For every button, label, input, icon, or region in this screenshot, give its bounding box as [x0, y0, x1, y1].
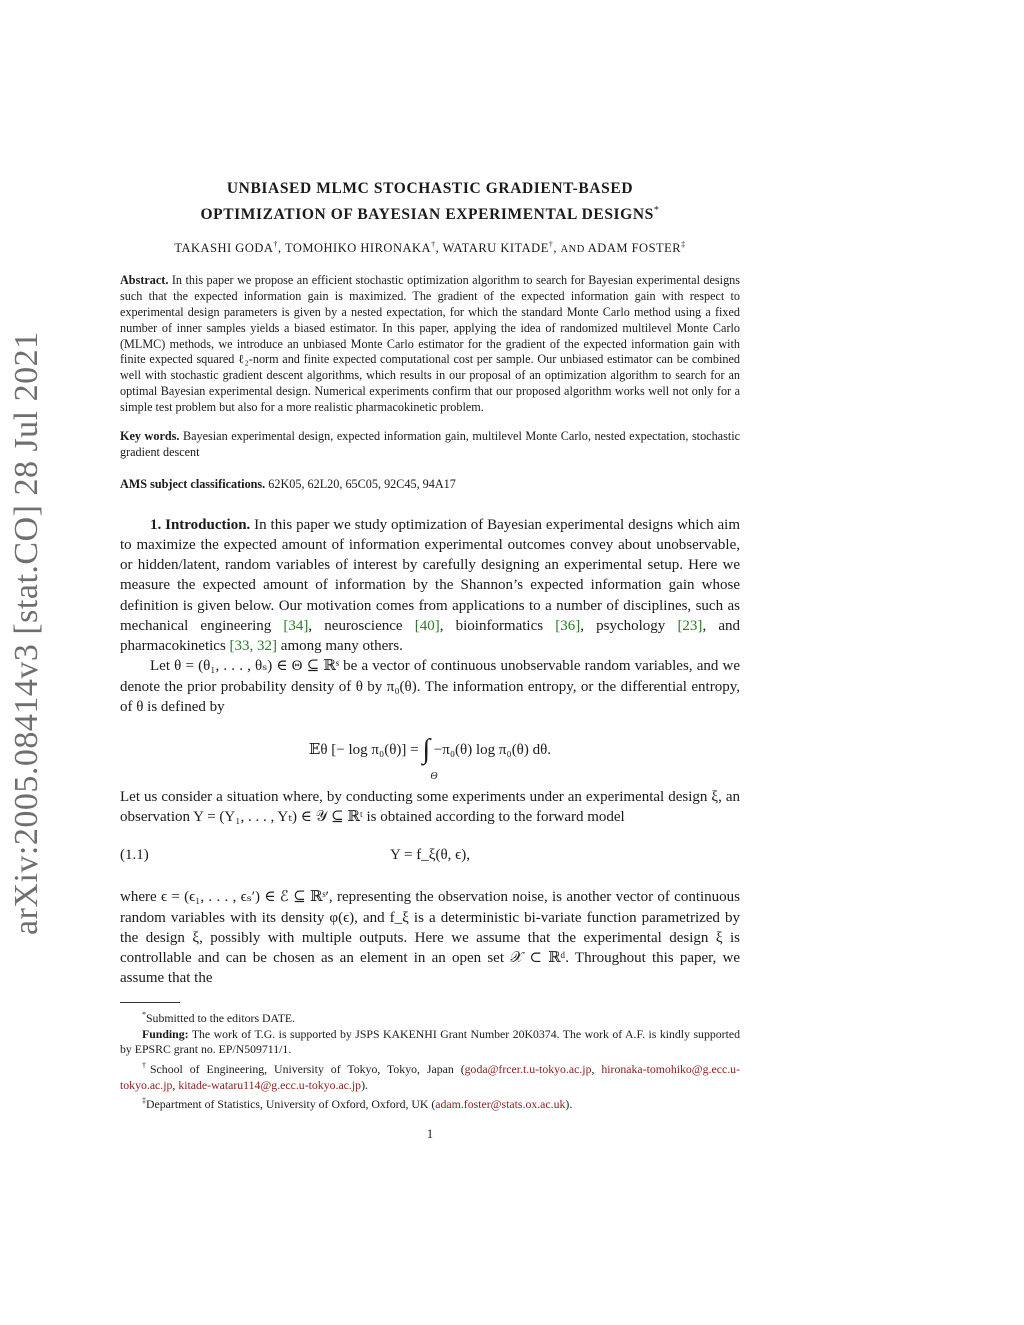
footnote-text: School of Engineering, University of Tokyo, Tokyo, Japan ( — [150, 1061, 465, 1076]
paper-title — [120, 178, 740, 226]
entropy-rhs: −π₀(θ) log π₀(θ) dθ. — [433, 741, 552, 758]
footnote-text: Department of Statistics, University of Oxford, Oxford, UK ( — [146, 1097, 436, 1112]
intro-paragraph-4: where ϵ = (ϵ₁, . . . , ϵₛ′) ∈ ℰ ⊆ ℝˢ′, representing the observation noise, is another vector of continuous random variables with its density φ(ϵ), and f_ξ is a deterministic bi-variate function parametrized by the design ξ, possibly with multiple outputs. Here we assume that the experimental design ξ is controllable and can be chosen as an element in an open set 𝒳 ⊂ ℝᵈ. Throughout this paper, we assume that the — [120, 889, 740, 987]
affil-mark: † — [273, 240, 278, 250]
separator: , — [591, 1061, 602, 1076]
ams-label: AMS subject classifications. — [120, 477, 266, 492]
separator: ). — [361, 1077, 368, 1092]
page-number: 1 — [426, 1126, 434, 1141]
keywords-text: Bayesian experimental design, expected information gain, multilevel Monte Carlo, nested expectation, stochastic gradient descent — [120, 429, 741, 460]
ams-text: 62K05, 62L20, 65C05, 92C45, 94A17 — [268, 477, 456, 492]
email-hironaka-link[interactable]: hironaka-tomohiko@g.ecc.u-tokyo.ac.jp — [120, 1061, 740, 1092]
email-kitade-link[interactable]: kitade-wataru114@g.ecc.u-tokyo.ac.jp — [178, 1077, 362, 1092]
forward-model-body: Y = f_ξ(θ, ϵ), — [390, 847, 470, 864]
footnote-text: Submitted to the editors DATE. — [146, 1011, 296, 1026]
keywords-label: Key words. — [120, 429, 180, 444]
author-kitade: WATARU KITADE — [442, 241, 549, 256]
citation-34[interactable]: [34] — [283, 617, 309, 634]
footnotes — [120, 1007, 740, 1112]
author-foster: ADAM FOSTER — [587, 241, 682, 256]
author-hironaka: TOMOHIKO HIRONAKA — [284, 241, 432, 256]
intro-text: among many others. — [280, 638, 403, 655]
entropy-equation — [120, 734, 740, 783]
integral-domain: Θ — [430, 771, 438, 783]
funding-text: The work of T.G. is supported by JSPS KAKENHI Grant Number 20K0374. The work of A.F. is kindly supported by EPSRC grant no. EP/N509711/1. — [120, 1026, 740, 1057]
affil-mark: † — [548, 240, 554, 250]
title-line-1: UNBIASED MLMC STOCHASTIC GRADIENT-BASED — [226, 180, 634, 197]
entropy-lhs: 𝔼θ [− log π₀(θ)] = — [308, 741, 419, 758]
abstract-text: In this paper we propose an efficient stochastic optimization algorithm to search for Bayesian experimental designs such that the expected information gain is maximized. The gradient of the expected information gain with respect to experimental design parameters is given by a nested expectation, for which the standard Monte Carlo method using a fixed number of inner samples yields a biased estimator. In this paper, applying the idea of randomized multilevel Monte Carlo (MLMC) methods, we introduce an unbiased Monte Carlo estimator for the gradient of the expected information gain with finite expected squared ℓ₂-norm and finite expected computational cost per sample. Our unbiased estimator can be combined well with stochastic gradient descent algorithms, which results in our proposal of an optimization algorithm to search for an optimal Bayesian experimental design. Numerical experiments confirm that our proposed algorithm works well not only for a simple test problem but also for a more realistic pharmacokinetic problem. — [120, 273, 740, 414]
keywords — [120, 429, 740, 461]
citation-23[interactable]: [23] — [677, 617, 703, 634]
author-list: TAKASHI GODA†, TOMOHIKO HIRONAKA†, WATARU KITADE†, AND ADAM FOSTER‡ — [174, 240, 686, 256]
affil-mark: † — [431, 240, 436, 250]
footnote-mark: ‡ — [142, 1096, 146, 1106]
intro-text: , neuroscience — [308, 617, 403, 634]
email-foster-link[interactable]: adam.foster@stats.ox.ac.uk — [435, 1097, 566, 1112]
intro-text: , psychology — [580, 617, 666, 634]
intro-text: , bioinformatics — [439, 617, 544, 634]
footnote-divider — [120, 1002, 180, 1003]
separator: ). — [565, 1097, 573, 1112]
intro-text: In this paper we study optimization of Bayesian experimental designs which aim to maximize the expected amount of information experimental outcomes convey about unobservable, or hidden/latent, random variables of interest by carefully designing an experimental setup. Here we measure the expected amount of information by the Shannon’s expected information gain whose definition is given below. Our motivation comes from applications to a number of disciplines, such as mechanical engineering — [120, 516, 741, 634]
footnote-mark: † — [142, 1061, 150, 1071]
ams-classifications — [120, 477, 740, 493]
title-footnote-mark: * — [653, 205, 660, 216]
intro-paragraph-3: Let us consider a situation where, by conducting some experiments under an experimental design ξ, an observation Y = (Y₁, . . . , Yₜ) ∈ 𝒴 ⊆ ℝᵗ is obtained according to the forward model — [120, 788, 740, 826]
author-and: AND — [560, 244, 585, 256]
citation-36[interactable]: [36] — [555, 617, 581, 634]
separator: , — [172, 1077, 179, 1092]
intro-paragraph-2: Let θ = (θ₁, . . . , θₛ) ∈ Θ ⊆ ℝˢ be a vector of continuous unobservable random variables, and we denote the prior probability density of θ by π₀(θ). The information entropy, or the differential entropy, of θ is defined by — [120, 658, 740, 715]
paper-page — [120, 178, 740, 1142]
intro-paragraph-1 — [120, 515, 740, 656]
intro-text: , and pharmacokinetics — [120, 617, 740, 655]
citation-33-32[interactable]: [33, 32] — [229, 638, 278, 655]
abstract — [120, 273, 740, 415]
title-line-2: OPTIMIZATION OF BAYESIAN EXPERIMENTAL DESIGNS — [200, 206, 654, 224]
funding-label: Funding: — [142, 1026, 189, 1041]
footnote-mark: * — [142, 1010, 146, 1020]
integral-sign: ∫ Θ — [422, 734, 430, 765]
citation-40[interactable]: [40] — [414, 617, 440, 634]
equation-number: (1.1) — [120, 847, 149, 864]
footnote-funding — [120, 1027, 740, 1058]
affil-mark: ‡ — [681, 240, 686, 250]
footnote-oxford — [120, 1093, 740, 1113]
section-heading: 1. Introduction. — [150, 516, 251, 533]
forward-model-equation — [120, 839, 740, 875]
footnote-submitted — [120, 1007, 740, 1027]
abstract-label: Abstract. — [120, 273, 169, 288]
arxiv-identifier: arXiv:2005.08414v3 [stat.CO] 28 Jul 2021 — [8, 331, 45, 935]
author-goda: TAKASHI GODA — [174, 241, 274, 256]
footnote-tokyo — [120, 1058, 740, 1093]
email-goda-link[interactable]: goda@frcer.t.u-tokyo.ac.jp — [464, 1061, 592, 1076]
